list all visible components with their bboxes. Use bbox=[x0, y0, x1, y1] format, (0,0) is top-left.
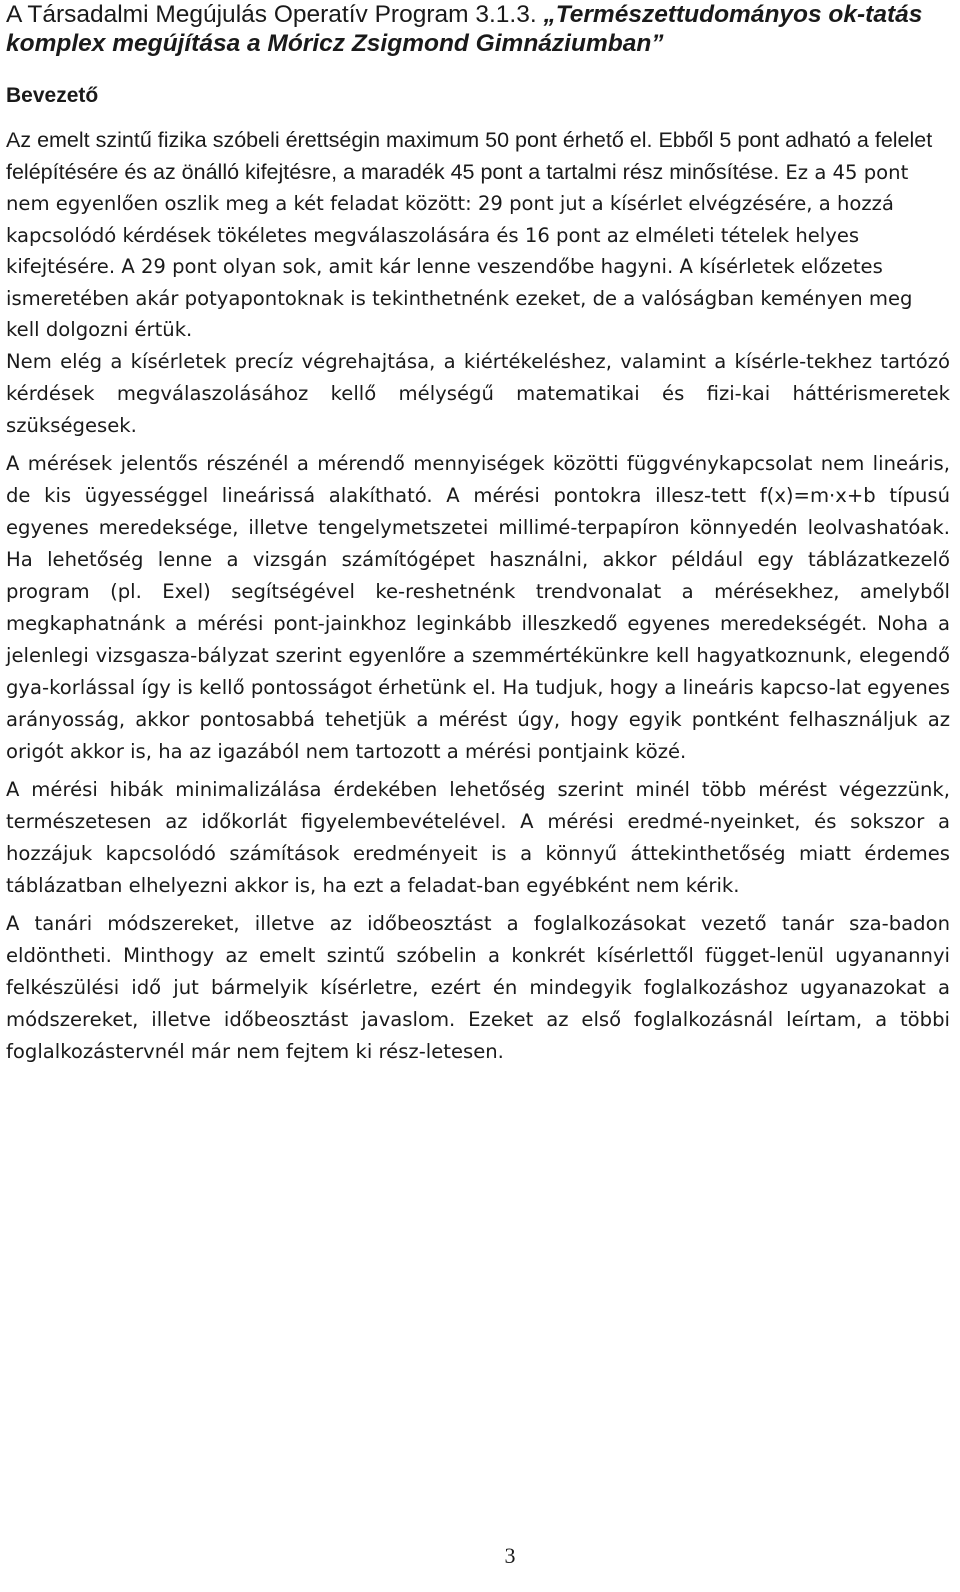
section-title: Bevezető bbox=[6, 84, 99, 107]
document-page bbox=[6, 0, 950, 1074]
body-paragraph-2: A mérések jelentős részénél a mérendő mennyiségek közötti függvénykapcsolat nem lineáris, de kis ügyességgel lineárissá alakítható. A mérési pontokra illesz-tett f(x)=m·x+b típusú egyenes meredeksége, illetve tengelymetszetei millimé-terpapíron könnyedén leolvashatóak. Ha lehetőség lenne a vizsgán számítógépet használni, akkor például egy táblázatkezelő program (pl. Exel) segítségével ke-reshetnénk trendvonalat a mérésekhez, amelyből megkaphatnánk a mérési pont-jainkhoz leginkább illeszkedő egyenes meredekségét. Noha a jelenlegi vizsgasza-bályzat szerint egyenlőre a szemmértékünkre kell hagyatkoznunk, elegendő gya-korlással így is kellő pontosságot érhetünk el. Ha tudjuk, hogy a lineáris kapcso-lat egyenes arányosság, akkor pontosabbá tehetjük a mérést úgy, hogy egyik pontként felhasználjuk az origót akkor is, ha az igazából nem tartozott a mérési pontjaink közé. bbox=[6, 451, 950, 763]
body-paragraph-1: Nem elég a kísérletek precíz végrehajtása, a kiértékeléshez, valamint a kísérle-tekhez tartózó kérdések megválaszolásához kellő mélységű matematikai és fizi-kai háttérismeretek szükségesek. bbox=[6, 349, 950, 437]
header-program-name: A Társadalmi Megújulás Operatív Program 3.1.3. bbox=[6, 1, 544, 28]
intro-rest: Ez a 45 pont nem egyenlően oszlik meg a két feladat között: 29 pont jut a kísérlet elvégzésére, a hozzá kapcsolódó kérdések tökéletes megválaszolására és 16 pont az elméleti tételek helyes kifejtésére. A 29 pont olyan sok, amit kár lenne veszendőbe hagyni. A kísérletek előzetes ismeretében akár potyapontoknak is tekinthetnénk ezeket, de a valóságban keményen meg kell dolgozni értük. bbox=[6, 160, 913, 341]
body-paragraph-4: A tanári módszereket, illetve az időbeosztást a foglalkozásokat vezető tanár sza-badon eldöntheti. Minthogy az emelt szintű szóbelin a konkrét kísérlettől függet-lenül ugyanannyi felkészülési idő jut bármelyik kísérletre, ezért én mindegyik foglalkozáshoz ugyanazokat a módszereket, illetve időbeosztást javaslom. Ezeket az első foglalkozásnál leírtam, a többi foglalkozástervnél már nem fejtem ki rész-letesen. bbox=[6, 911, 950, 1063]
document-header bbox=[6, 0, 950, 58]
intro-lead: Az emelt szintű fizika szóbeli érettségin maximum 50 pont érhető el. Ebből 5 pont adható a felelet felépítésére és az önálló kifejtésre, a maradék 45 pont a tartalmi rész minősítése. bbox=[6, 128, 933, 184]
body-paragraph-3: A mérési hibák minimalizálása érdekében lehetőség szerint minél több mérést végezzünk, természetesen az időkorlát figyelembevételével. A mérési eredmé-nyeinket, és sokszor a hozzájuk kapcsolódó számítások eredményeit is a könnyű áttekinthetőség miatt érdemes táblázatban elhelyezni akkor is, ha ezt a feladat-ban egyébként nem kérik. bbox=[6, 777, 950, 897]
intro-paragraph bbox=[6, 125, 950, 346]
page-number: 3 bbox=[504, 1543, 516, 1568]
header-project-title: „Természettudományos ok-tatás komplex megújítása a Móricz Zsigmond Gimnáziumban” bbox=[6, 1, 923, 57]
